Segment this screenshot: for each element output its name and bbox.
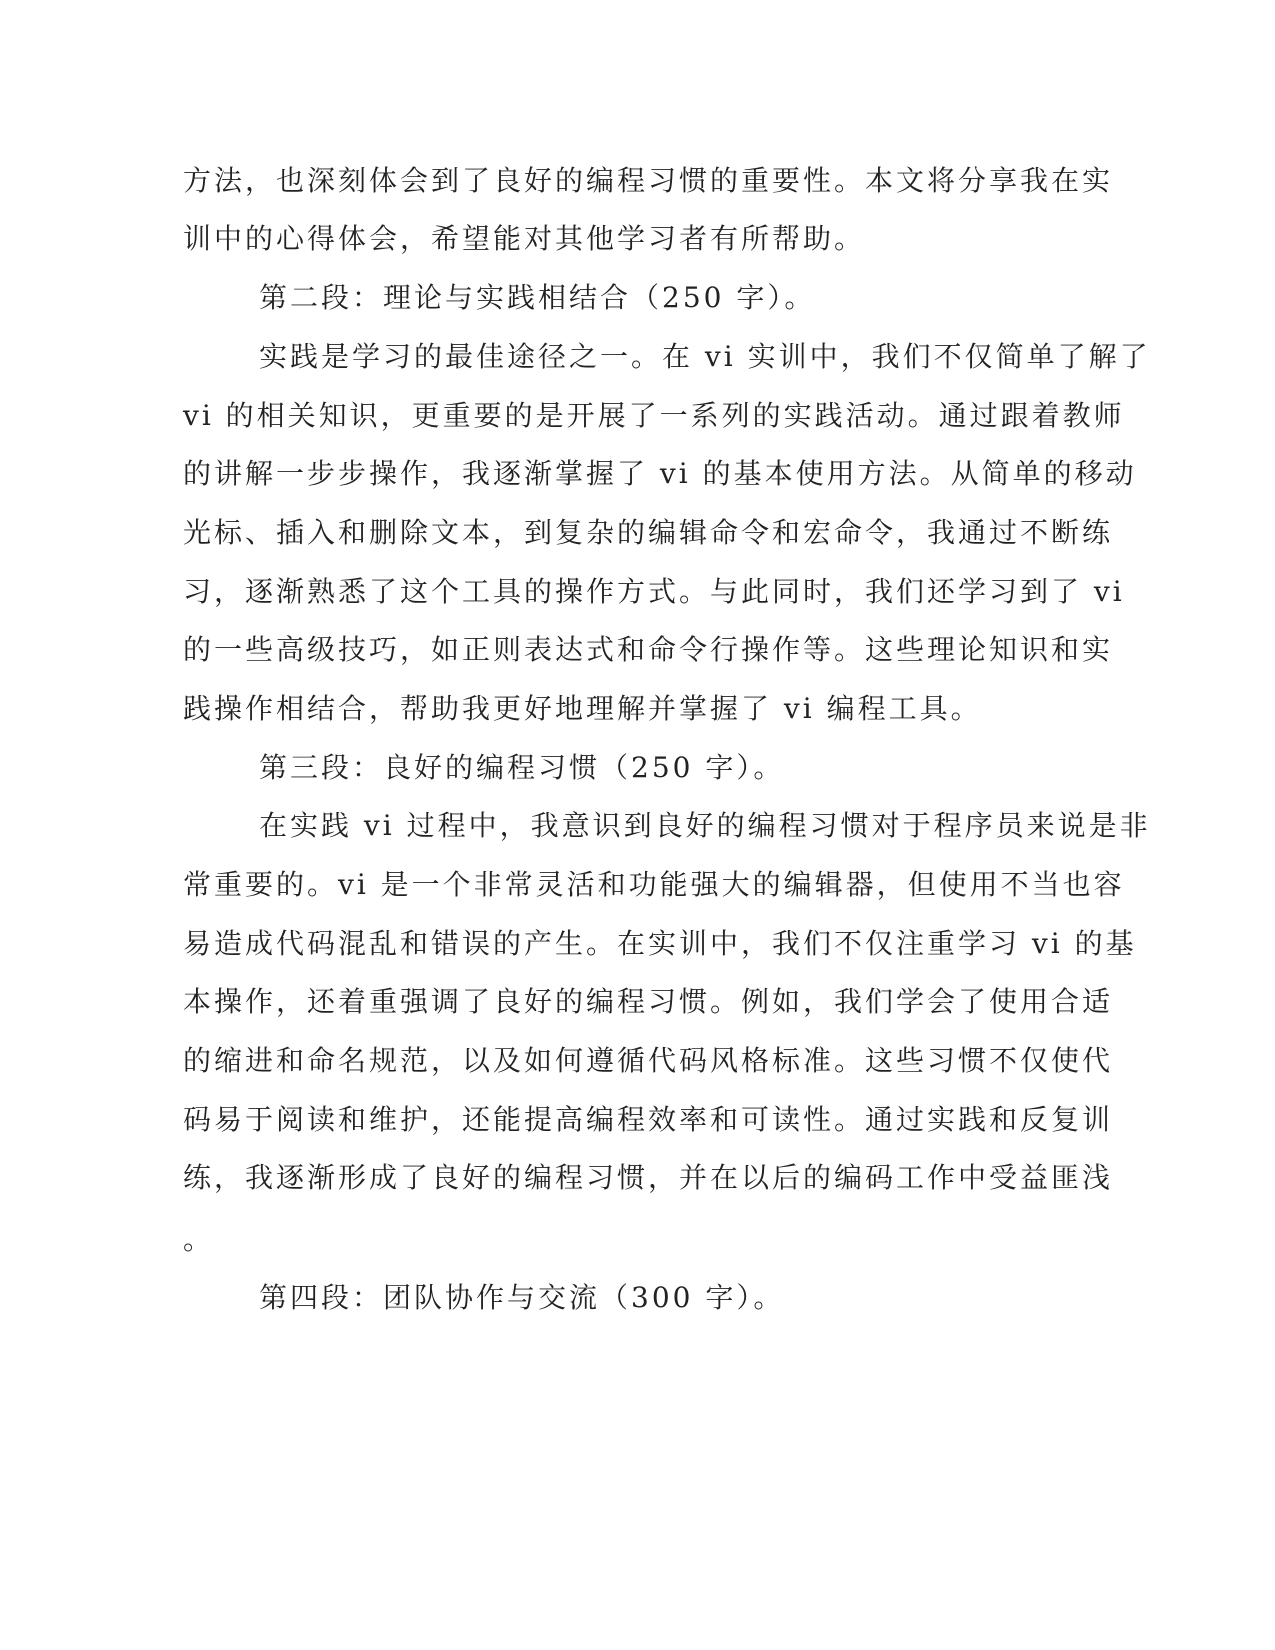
text-line: 本操作，还着重强调了良好的编程习惯。例如，我们学会了使用合适 xyxy=(183,985,1114,1018)
text-line: 。 xyxy=(183,1223,215,1256)
text-line: 易造成代码混乱和错误的产生。在实训中，我们不仅注重学习 vi 的基 xyxy=(183,927,1137,960)
section-heading-2: 第二段：理论与实践相结合（250 字）。 xyxy=(259,281,816,314)
text-line: 的一些高级技巧，如正则表达式和命令行操作等。这些理论知识和实 xyxy=(183,633,1114,666)
text-line: 光标、插入和删除文本，到复杂的编辑命令和宏命令，我通过不断练 xyxy=(183,516,1114,549)
text-line: 训中的心得体会，希望能对其他学习者有所帮助。 xyxy=(183,222,866,255)
section-heading-4: 第四段：团队协作与交流（300 字）。 xyxy=(259,1281,785,1314)
text-line: 常重要的。vi 是一个非常灵活和功能强大的编辑器，但使用不当也容 xyxy=(183,868,1125,901)
section-heading-3: 第三段：良好的编程习惯（250 字）。 xyxy=(259,751,785,784)
paragraph-first-line: 在实践 vi 过程中，我意识到良好的编程习惯对于程序员来说是非 xyxy=(259,809,1151,842)
text-line: vi 的相关知识，更重要的是开展了一系列的实践活动。通过跟着教师 xyxy=(183,399,1125,432)
text-line: 方法，也深刻体会到了良好的编程习惯的重要性。本文将分享我在实 xyxy=(183,164,1114,197)
text-line: 践操作相结合，帮助我更好地理解并掌握了 vi 编程工具。 xyxy=(183,692,982,725)
text-line: 习，逐渐熟悉了这个工具的操作方式。与此同时，我们还学习到了 vi xyxy=(183,575,1125,608)
text-line: 的缩进和命名规范，以及如何遵循代码风格标准。这些习惯不仅使代 xyxy=(183,1044,1114,1077)
text-line: 的讲解一步步操作，我逐渐掌握了 vi 的基本使用方法。从简单的移动 xyxy=(183,457,1137,490)
text-line: 练，我逐渐形成了良好的编程习惯，并在以后的编码工作中受益匪浅 xyxy=(183,1161,1114,1194)
paragraph-first-line: 实践是学习的最佳途径之一。在 vi 实训中，我们不仅简单了解了 xyxy=(259,340,1151,373)
text-line: 码易于阅读和维护，还能提高编程效率和可读性。通过实践和反复训 xyxy=(183,1103,1114,1136)
